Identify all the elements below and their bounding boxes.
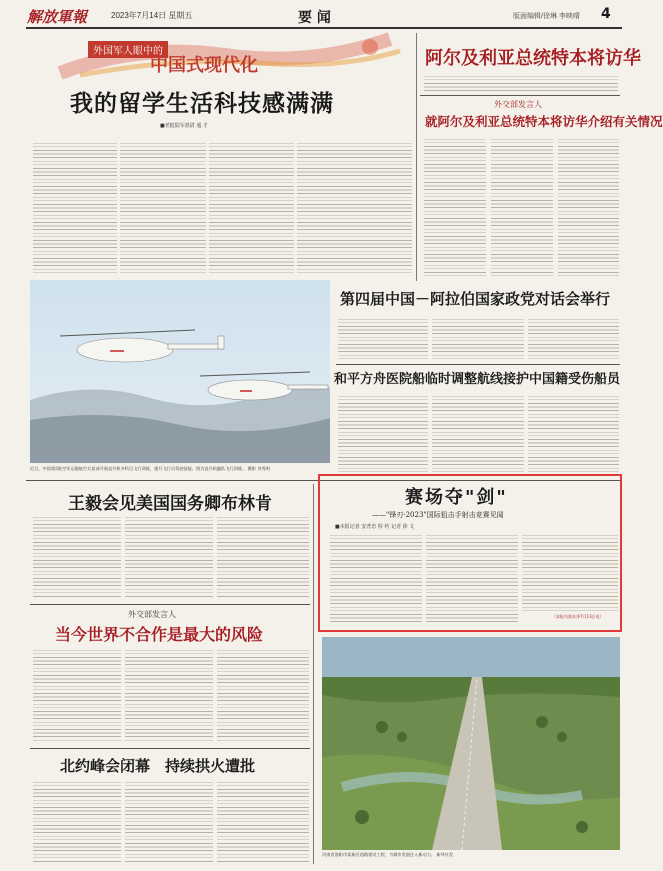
road-photo xyxy=(322,637,620,850)
body-algeria-2-col-3 xyxy=(558,136,619,276)
headline-sword: 赛场夺"剑" xyxy=(405,487,508,508)
page-number: 4 xyxy=(601,6,611,22)
helicopter-photo xyxy=(30,280,330,463)
body-rescue-col-3 xyxy=(528,393,619,473)
body-algeria-2-col-1 xyxy=(424,136,486,276)
body-algeria-2-col-2 xyxy=(491,136,553,276)
algeria-rule xyxy=(420,95,620,96)
headline-study: 我的留学生活科技感满满 xyxy=(70,91,334,117)
road-caption-credit: 新华社发 xyxy=(436,852,454,857)
china-arab-rule xyxy=(336,364,620,365)
issue-date: 2023年7月14日 星期五 xyxy=(111,11,193,20)
body-rescue-col-2 xyxy=(432,393,524,473)
helicopter-caption xyxy=(30,466,330,478)
body-wangyi-col-3 xyxy=(217,514,309,599)
header-rule xyxy=(26,27,622,29)
headline-algeria: 阿尔及利亚总统特本将访华 xyxy=(425,48,641,69)
editor-credit: 版面编辑/徐琳 李映晴 xyxy=(513,13,580,20)
road-caption xyxy=(322,852,620,862)
newspaper-logo: 解放軍報 xyxy=(27,8,88,26)
body-nato-col-2 xyxy=(125,779,213,862)
road-photo-image xyxy=(322,637,620,850)
byline-sword: ■本报记者 安普忠 特 约 记者 徐 文 xyxy=(335,524,415,530)
body-sword-col-2 xyxy=(426,532,518,624)
column-divider xyxy=(416,33,417,281)
banner-line-2: 中国式现代化 xyxy=(150,55,258,76)
helicopter-photo-image xyxy=(30,280,330,463)
kicker-spokesperson: 外交部发言人 xyxy=(494,100,542,109)
body-world-col-2 xyxy=(125,647,213,743)
headline-china-arab: 第四届中国－阿拉伯国家政党对话会举行 xyxy=(340,290,611,308)
wangyi-rule xyxy=(30,604,310,605)
body-sword-col-1 xyxy=(330,532,422,624)
byline-study: ■老挝陆军准尉 通 才 xyxy=(160,123,208,129)
section-name: 要 闻 xyxy=(298,10,331,26)
body-china-arab-col-3 xyxy=(528,316,619,361)
headline-algeria-2: 就阿尔及利亚总统特本将访华介绍有关情况 xyxy=(425,114,663,129)
kicker-world: 外交部发言人 xyxy=(128,610,176,619)
body-world-col-3 xyxy=(217,647,309,743)
body-sword-col-3 xyxy=(522,532,618,612)
headline-rescue: 和平方舟医院船临时调整航线接护中国籍受伤船员 xyxy=(334,372,621,387)
body-study-col-3 xyxy=(209,140,294,276)
banner-line-1: 外国军人眼中的 xyxy=(88,41,168,58)
body-nato-col-3 xyxy=(217,779,309,862)
sword-dateline: （本报乌鲁木齐7月13日电） xyxy=(552,614,604,619)
headline-wangyi: 王毅会见美国国务卿布林肯 xyxy=(68,494,272,514)
body-study-col-1 xyxy=(33,140,117,276)
headline-world: 当今世界不合作是最大的风险 xyxy=(55,625,264,644)
headline-nato: 北约峰会闭幕 持续拱火遭批 xyxy=(60,757,256,775)
body-world-col-1 xyxy=(33,647,121,743)
body-study-col-2 xyxy=(120,140,206,276)
body-china-arab-col-1 xyxy=(338,316,428,361)
column-divider-2 xyxy=(313,484,314,864)
body-nato-col-1 xyxy=(33,779,121,862)
body-wangyi-col-1 xyxy=(33,514,121,599)
road-caption-text: 河南省洛阳市某新区道路建设工程，为城市发展注入新动力。 xyxy=(322,852,436,857)
body-study-col-4 xyxy=(297,140,412,276)
masthead xyxy=(27,6,623,26)
body-rescue-col-1 xyxy=(338,393,428,473)
series-banner xyxy=(40,33,410,77)
body-algeria xyxy=(424,73,618,91)
subtitle-sword: ——"锋刃-2023"国际狙击手射击竞赛见闻 xyxy=(372,511,504,519)
helicopter-caption-text: 近日，中国第2批空军运输航空兵某部开展直升机多科目飞行训练，提升飞行员驾驶技能。图为直升机编队飞行训练。 xyxy=(30,466,247,471)
body-china-arab-col-2 xyxy=(432,316,524,361)
helicopter-caption-credit: 摄影 刘秀明 xyxy=(247,466,270,471)
body-wangyi-col-2 xyxy=(125,514,213,599)
world-rule xyxy=(30,748,310,749)
